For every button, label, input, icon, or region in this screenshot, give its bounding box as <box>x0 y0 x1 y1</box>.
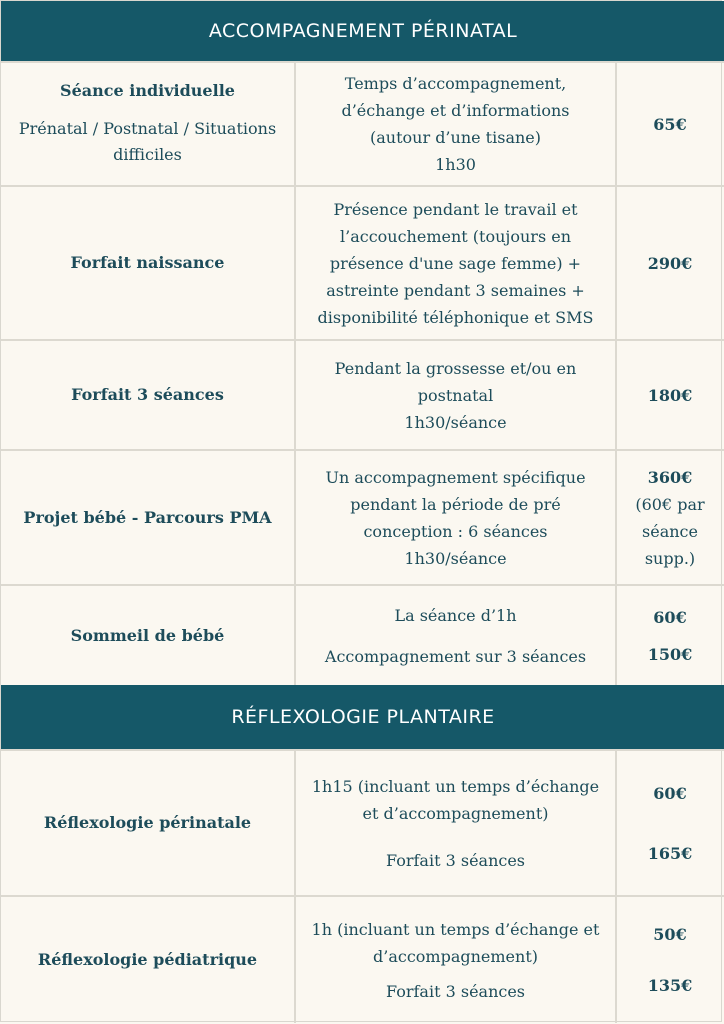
price: 65€ <box>653 114 687 134</box>
service-cell <box>1 897 296 1023</box>
price: 150€ <box>647 644 693 664</box>
service-name: Forfait 3 séances <box>71 385 224 404</box>
description-cell <box>296 187 617 339</box>
price: 360€ <box>647 467 693 487</box>
description-line: disponibilité téléphonique et SMS <box>317 307 594 327</box>
service-cell <box>1 187 296 339</box>
service-cell <box>1 341 296 449</box>
service-name: Réflexologie périnatale <box>43 813 252 832</box>
service-name: Forfait naissance <box>70 253 225 272</box>
price-cell <box>617 897 723 1023</box>
price-cell <box>617 341 723 449</box>
table-row <box>1 185 724 339</box>
service-name: Projet bébé - Parcours PMA <box>23 507 272 527</box>
description-cell <box>296 897 617 1023</box>
price-cell <box>617 187 723 339</box>
service-cell <box>1 451 296 584</box>
description-line: présence d'une sage femme) + <box>329 253 582 273</box>
description-cell <box>296 586 617 685</box>
description-line: 1h15 (incluant un temps d’échange <box>311 776 600 796</box>
description-cell <box>296 341 617 449</box>
description-line: conception : 6 séances <box>363 521 548 541</box>
description-line: 1h (incluant un temps d’échange et <box>311 919 600 939</box>
table-row <box>1 339 724 449</box>
description-line: 1h30/séance <box>404 412 507 432</box>
service-name: Séance individuelle <box>60 81 235 100</box>
option-label: La séance d’1h <box>394 605 517 625</box>
service-cell <box>1 63 296 185</box>
description-line: (autour d’une tisane) <box>370 128 541 147</box>
description-line: d’accompagnement) <box>372 946 538 966</box>
price-cell <box>617 63 723 185</box>
option-label: Forfait 3 séances <box>385 850 526 870</box>
price: 290€ <box>647 253 693 273</box>
description-line: Un accompagnement spécifique <box>325 467 586 487</box>
price-cell <box>617 451 723 584</box>
price-note-line: (60€ par <box>635 494 705 514</box>
section-header-reflexologie <box>1 685 724 749</box>
price-note-line: séance <box>642 521 698 541</box>
price: 135€ <box>647 976 693 995</box>
price-note-line: supp.) <box>644 548 696 568</box>
section-header-perinatal <box>1 1 724 61</box>
service-cell <box>1 751 296 895</box>
description-line: pendant la période de pré <box>350 494 561 514</box>
price: 60€ <box>653 607 687 627</box>
description-line: postnatal <box>417 385 494 405</box>
service-subtitle: Prénatal / Postnatal / Situations difficiles <box>18 119 277 164</box>
section-title: RÉFLEXOLOGIE PLANTAIRE <box>231 706 495 728</box>
price-cell <box>617 751 723 895</box>
section-title: ACCOMPAGNEMENT PÉRINATAL <box>208 20 518 42</box>
description-line: 1h30/séance <box>404 548 507 568</box>
description-cell <box>296 751 617 895</box>
description-line: Présence pendant le travail et <box>333 199 578 219</box>
description-line: 1h30 <box>435 155 476 174</box>
description-line: l’accouchement (toujours en <box>339 226 572 246</box>
description-line: Temps d’accompagnement, <box>344 74 567 93</box>
service-name: Réflexologie pédiatrique <box>37 950 258 969</box>
table-row <box>1 895 724 1023</box>
description-cell <box>296 451 617 584</box>
price: 60€ <box>653 783 687 803</box>
service-name: Sommeil de bébé <box>70 625 225 645</box>
description-cell <box>296 63 617 185</box>
table-row <box>1 584 724 685</box>
price-cell <box>617 586 723 685</box>
service-cell <box>1 586 296 685</box>
description-line: Pendant la grossesse et/ou en <box>334 358 577 378</box>
table-row <box>1 449 724 584</box>
price: 165€ <box>647 843 693 863</box>
table-row <box>1 61 724 185</box>
description-line: astreinte pendant 3 semaines + <box>326 280 585 300</box>
option-label: Forfait 3 séances <box>385 981 526 1001</box>
description-line: et d’accompagnement) <box>362 803 549 823</box>
option-label: Accompagnement sur 3 séances <box>324 646 587 666</box>
table-row <box>1 749 724 895</box>
description-line: d’échange et d’informations <box>341 101 570 120</box>
price: 50€ <box>653 925 687 944</box>
price: 180€ <box>647 385 693 405</box>
